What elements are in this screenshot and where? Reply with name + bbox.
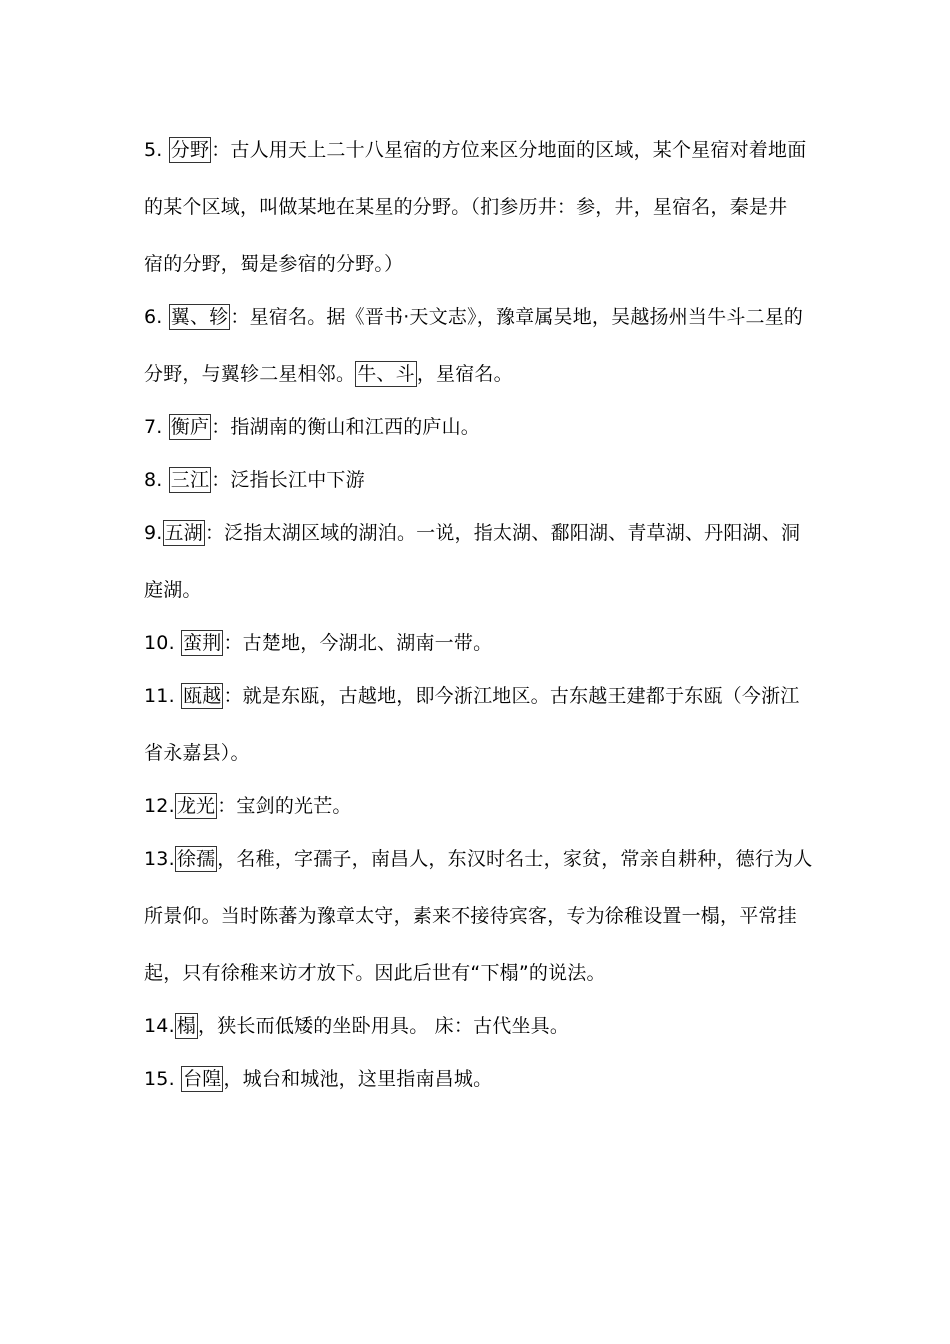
entry-text: ：泛指太湖区域的湖泊。一说，指太湖、鄱阳湖、青草湖、丹阳湖、洞 [204,522,801,544]
entry-term: 徐孺 [176,848,216,870]
entry-text: ，名稚，字孺子，南昌人，东汉时名士，家贫，常亲自耕种，德行为人 [217,848,813,870]
entry-5-line-3 [144,242,812,295]
entry-10-line-1 [144,621,812,674]
entry-number: 5. [144,139,169,161]
entry-13-line-1 [144,837,812,894]
entry-term: 分野 [170,139,210,161]
entry-text: 所景仰。当时陈蕃为豫章太守，素来不接待宾客，专为徐稚设置一榻，平常挂 [144,905,797,927]
entry-number: 15. [144,1068,182,1090]
entry-14-line-1 [144,1004,812,1057]
entry-term: 三江 [170,469,210,491]
entry-13-line-3 [144,951,812,1004]
entry-9-line-2 [144,568,812,621]
entry-9-line-1 [144,511,812,568]
entry-6-line-1 [144,295,812,352]
entry-term: 衡庐 [170,416,210,438]
entry-text: 宿的分野，蜀是参宿的分野。） [144,253,404,275]
entry-text: 庭湖。 [144,579,202,601]
entry-11-line-1 [144,674,812,731]
entry-8-line-1 [144,458,812,511]
entry-term: 翼、轸 [170,306,229,328]
entry-12-line-1 [144,784,812,837]
entry-term: 台隍 [183,1068,222,1090]
entry-text: ：古楚地，今湖北、湖南一带。 [223,632,493,654]
entry-text: ：指湖南的衡山和江西的庐山。 [211,416,480,438]
entry-term: 瓯越 [183,685,222,707]
entry-text: ：星宿名。据《晋书·天文志》，豫章属吴地，吴越扬州当牛斗二星的 [230,306,804,328]
entry-number: 12. [144,795,175,817]
entry-text: 分野，与翼轸二星相邻。 [144,363,356,385]
entry-number: 13. [144,848,175,870]
entry-number: 9. [144,522,163,544]
entry-7-line-1 [144,405,812,458]
entry-text: ，星宿名。 [416,363,513,385]
entry-number: 7. [144,416,169,438]
entry-6-line-2 [144,352,812,405]
entry-text: 起，只有徐稚来访才放下。因此后世有“下榻”的说法。 [144,962,606,984]
entry-15-line-1 [144,1057,812,1110]
entry-5-line-2 [144,185,812,242]
entry-text: 的某个区域，叫做某地在某星的分野。（扪参历井：参，井，星宿名，秦是井 [144,196,788,218]
entry-term: 榻 [176,1015,197,1037]
entry-number: 8. [144,469,169,491]
entry-term: 蛮荆 [183,632,222,654]
entry-text: ，城台和城池，这里指南昌城。 [223,1068,493,1090]
entry-13-line-2 [144,894,812,951]
entry-number: 6. [144,306,169,328]
entry-text: ：宝剑的光芒。 [217,795,352,817]
entry-text: ：就是东瓯，古越地，即今浙江地区。古东越王建都于东瓯（今浙江 [223,685,800,707]
entry-text: ，狭长而低矮的坐卧用具。 床：古代坐具。 [198,1015,570,1037]
entry-text: ：古人用天上二十八星宿的方位来区分地面的区域，某个星宿对着地面 [211,139,807,161]
entry-number: 14. [144,1015,175,1037]
document-page [144,128,812,1110]
entry-term: 牛、斗 [357,363,415,385]
entry-term: 五湖 [164,522,203,544]
entry-number: 11. [144,685,182,707]
entry-term: 龙光 [176,795,216,817]
entry-number: 10. [144,632,182,654]
entry-11-line-2 [144,731,812,784]
entry-5-line-1 [144,128,812,185]
entry-text: ：泛指长江中下游 [211,469,365,491]
entry-text: 省永嘉县）。 [144,742,250,764]
